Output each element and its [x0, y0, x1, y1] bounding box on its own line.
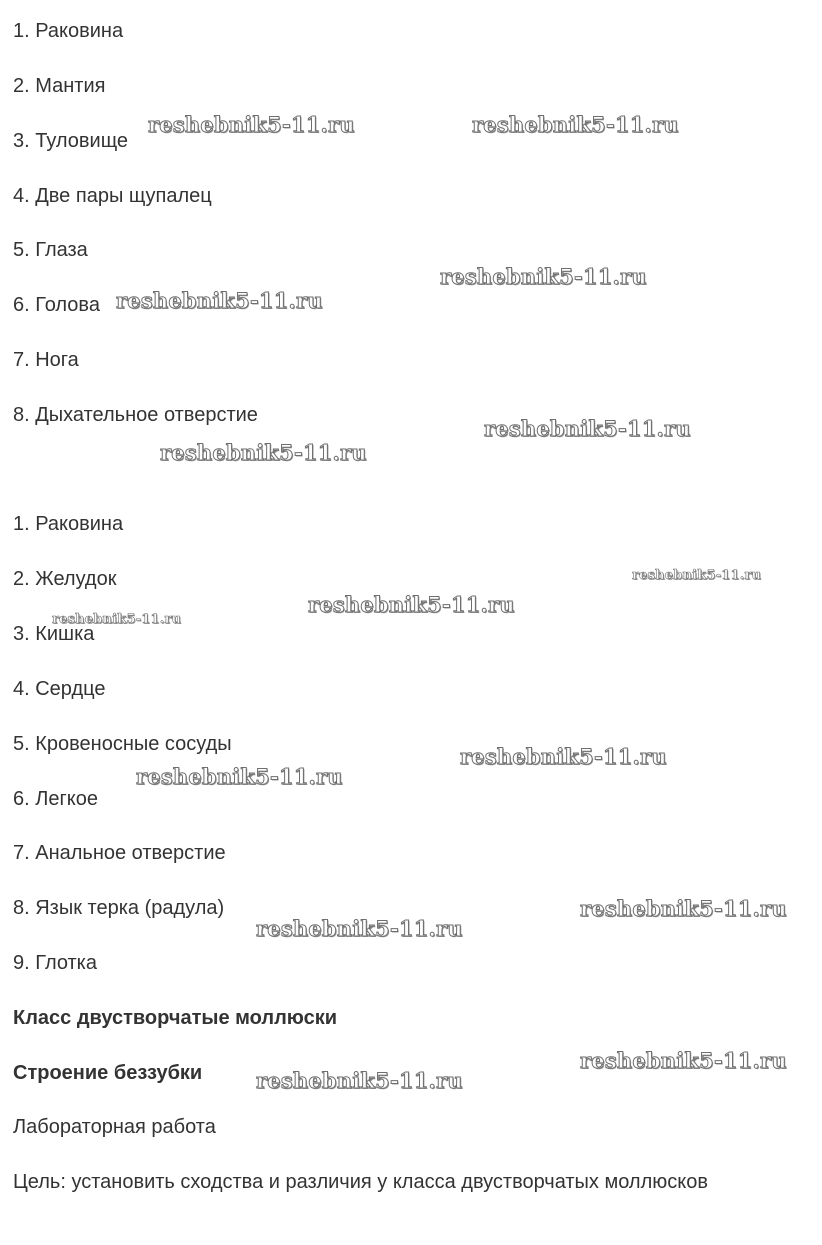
watermark: reshebnik5-11.ru — [580, 1048, 787, 1073]
watermark: reshebnik5-11.ru — [148, 112, 355, 137]
list-2-item-8: 8. Язык терка (радула) — [13, 897, 225, 919]
watermark: reshebnik5-11.ru — [256, 916, 463, 941]
list-2-item-4: 4. Сердце — [13, 678, 106, 700]
watermark: reshebnik5-11.ru — [580, 896, 787, 921]
goal-text: Цель: установить сходства и различия у класса двустворчатых моллюсков — [13, 1171, 708, 1193]
section-heading: Класс двустворчатые моллюски — [13, 1007, 338, 1029]
watermark: reshebnik5-11.ru — [256, 1068, 463, 1093]
watermark: reshebnik5-11.ru — [484, 416, 691, 441]
watermark: reshebnik5-11.ru — [52, 612, 182, 627]
list-1-item-1: 1. Раковина — [13, 20, 124, 42]
list-1-item-2: 2. Мантия — [13, 75, 106, 97]
list-1-item-8: 8. Дыхательное отверстие — [13, 404, 258, 426]
list-2-item-7: 7. Анальное отверстие — [13, 842, 226, 864]
list-2-item-5: 5. Кровеносные сосуды — [13, 733, 232, 755]
watermark: reshebnik5-11.ru — [116, 288, 323, 313]
watermark: reshebnik5-11.ru — [460, 744, 667, 769]
lab-label: Лабораторная работа — [13, 1116, 216, 1138]
list-2-item-9: 9. Глотка — [13, 952, 97, 974]
list-2-item-1: 1. Раковина — [13, 513, 124, 535]
list-2-item-3: 3. Кишка — [13, 623, 95, 645]
watermark: reshebnik5-11.ru — [440, 264, 647, 289]
watermark: reshebnik5-11.ru — [472, 112, 679, 137]
list-1-item-6: 6. Голова — [13, 294, 100, 316]
watermark: reshebnik5-11.ru — [136, 764, 343, 789]
watermark: reshebnik5-11.ru — [308, 592, 515, 617]
subheading: Строение беззубки — [13, 1062, 203, 1084]
watermark: reshebnik5-11.ru — [160, 440, 367, 465]
list-1-item-4: 4. Две пары щупалец — [13, 185, 212, 207]
list-1-item-7: 7. Нога — [13, 349, 79, 371]
list-2-item-2: 2. Желудок — [13, 568, 117, 590]
watermark: reshebnik5-11.ru — [632, 568, 762, 583]
list-1-item-5: 5. Глаза — [13, 239, 88, 261]
list-2-item-6: 6. Легкое — [13, 788, 98, 810]
list-1-item-3: 3. Туловище — [13, 130, 129, 152]
